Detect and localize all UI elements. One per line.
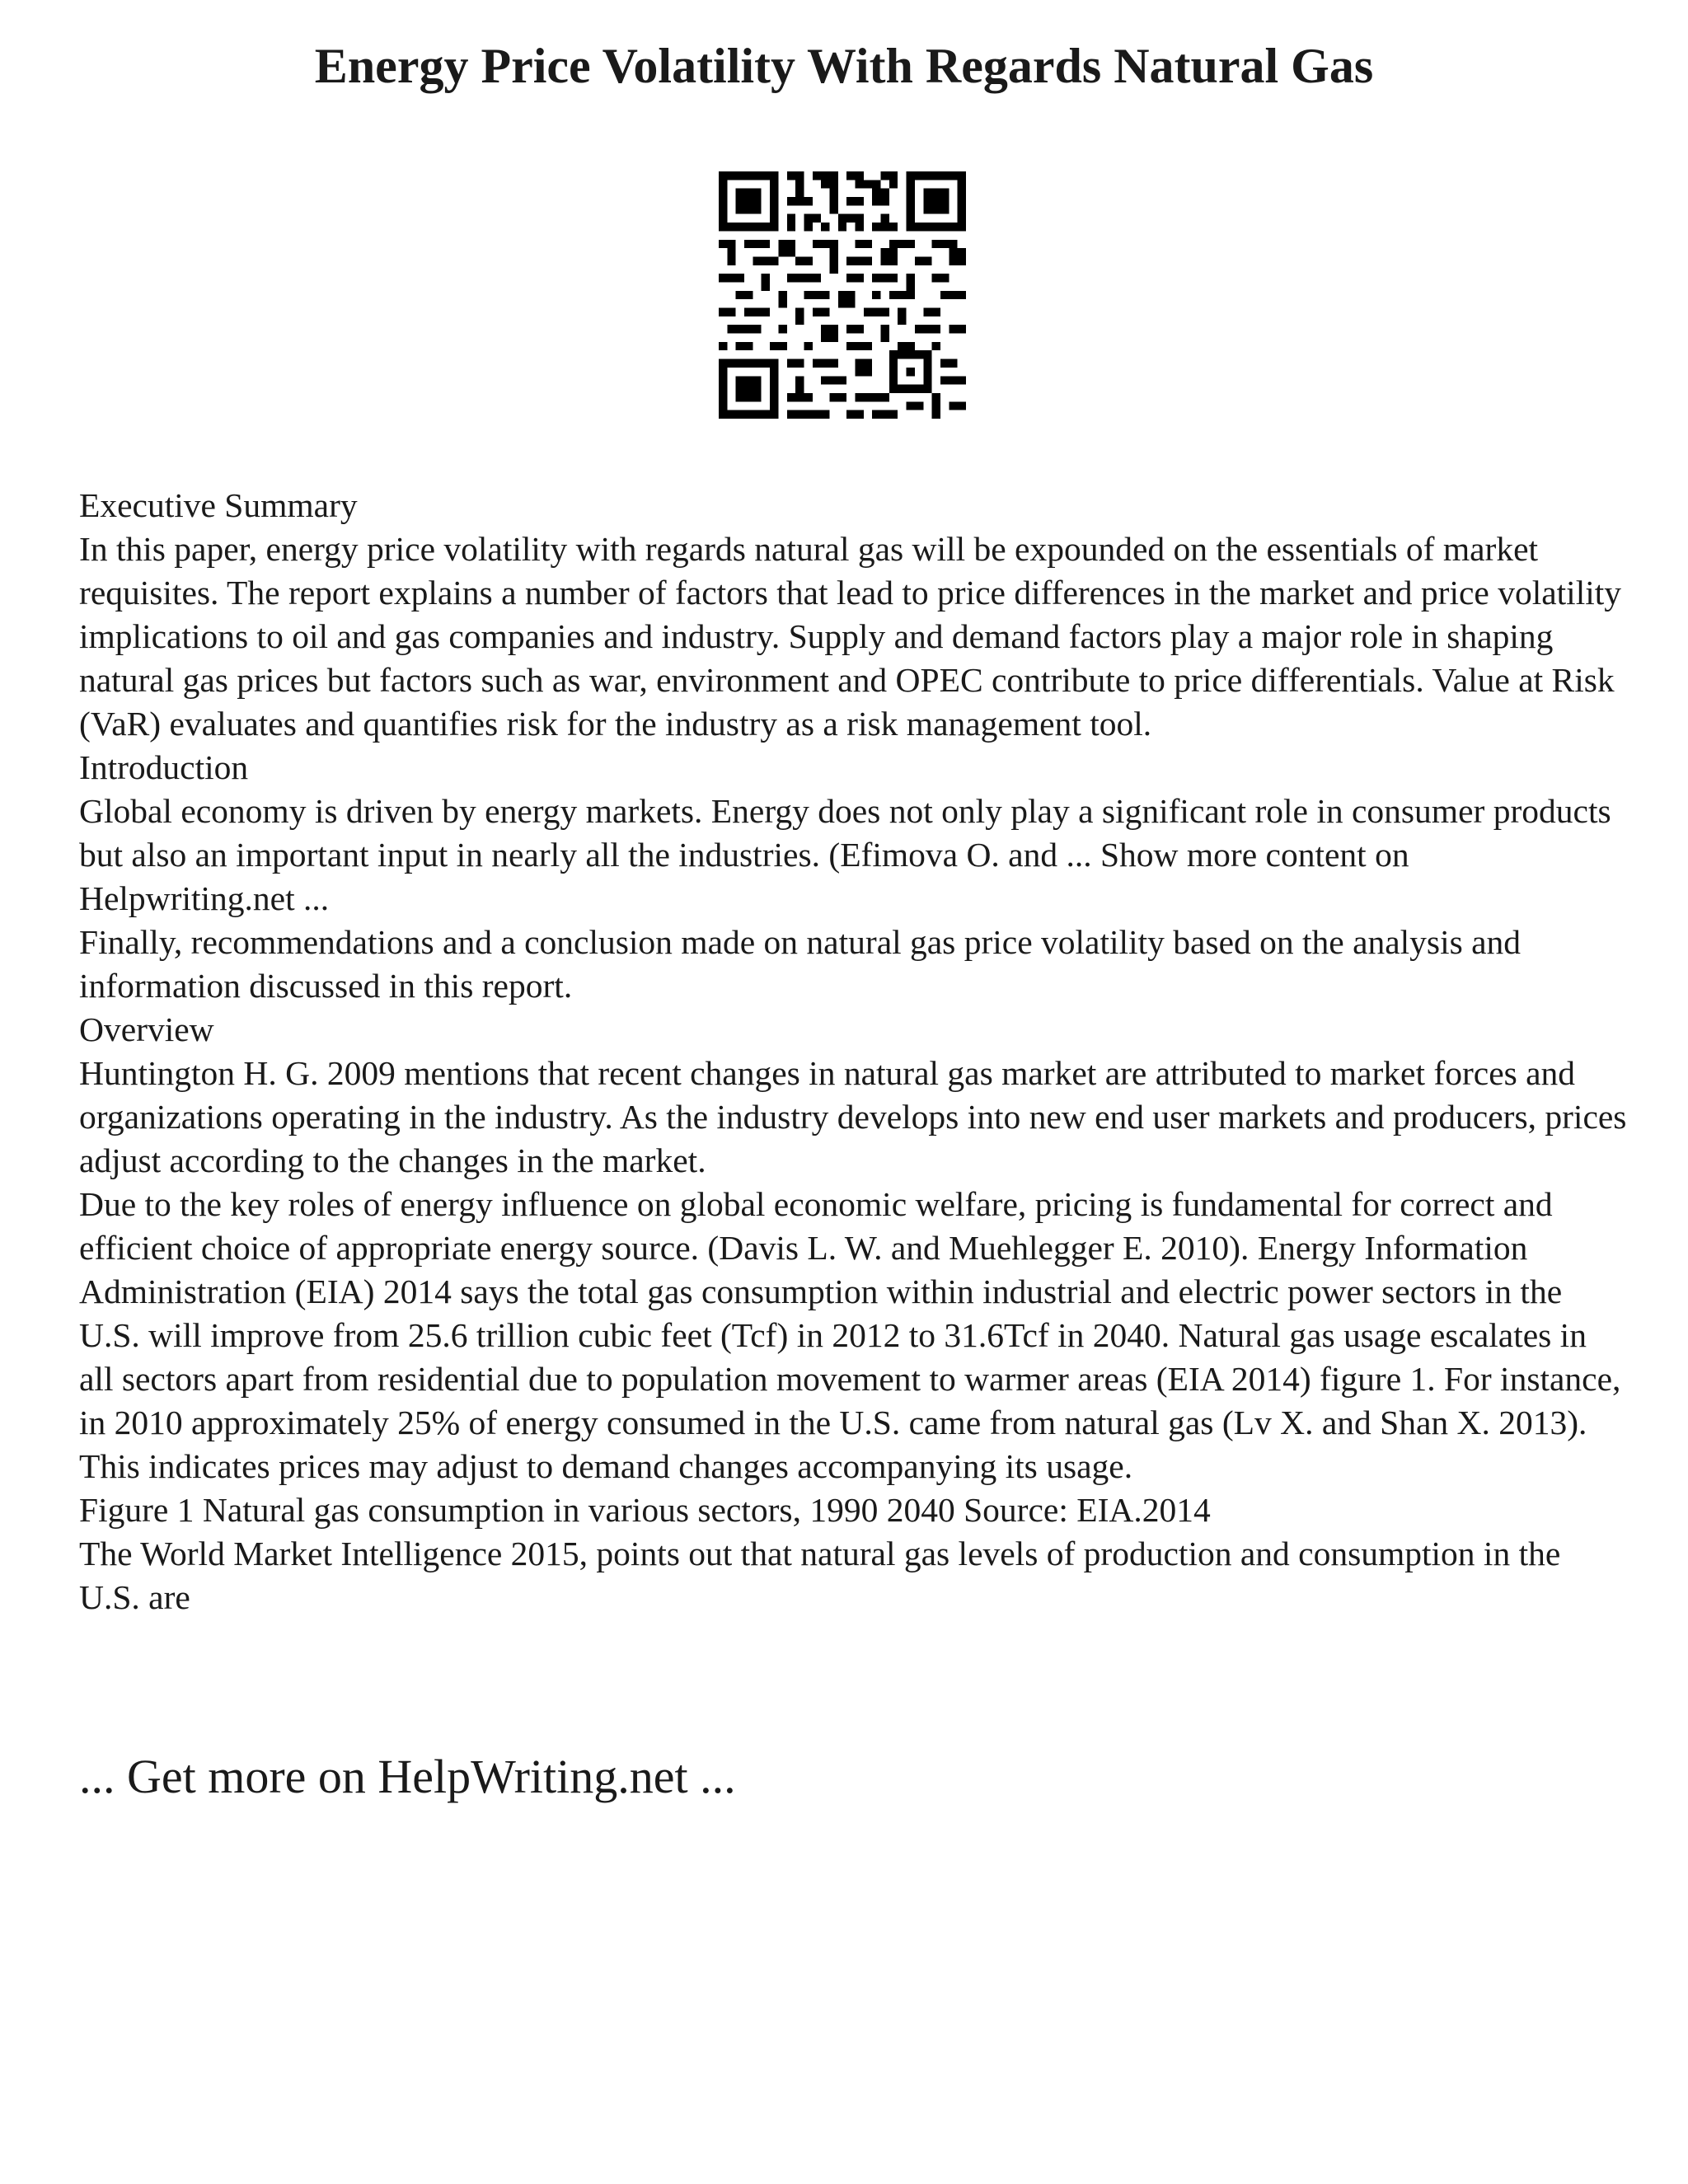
paragraph: The World Market Intelligence 2015, points out that natural gas levels of production and consumption in the U.S. are <box>79 1535 1561 1616</box>
get-more-link[interactable]: ... Get more on HelpWriting.net ... <box>79 1750 736 1803</box>
page-title: Energy Price Volatility With Regards Natural Gas <box>314 39 1374 93</box>
paragraph: Due to the key roles of energy influence on global economic welfare, pricing is fundamental for correct and efficient choice of appropriate energy source. (Davis L. W. and Muehlegger E. 2010). Energy Information Administration (EIA) 2014 says the total gas consumption within industrial and electric power sectors in the U.S. will improve from 25.6 trillion cubic feet (Tcf) in 2012 to 31.6Tcf in 2040. Natural gas usage escalates in all sectors apart from residential due to population movement to warmer areas (EIA 2014) figure 1. For instance, in 2010 approximately 25% of energy consumed in the U.S. came from natural gas (Lv X. and Shan X. 2013). This indicates prices may adjust to demand changes accompanying its usage. <box>79 1185 1621 1485</box>
qr-code-icon <box>719 171 966 419</box>
heading-introduction: Introduction <box>79 748 249 786</box>
figure-caption: Figure 1 Natural gas consumption in various sectors, 1990 2040 Source: EIA.2014 <box>79 1491 1211 1529</box>
heading-executive-summary: Executive Summary <box>79 486 358 524</box>
paragraph: Huntington H. G. 2009 mentions that recent changes in natural gas market are attributed to market forces and organizations operating in the industry. As the industry develops into new end user markets and producers, prices adjust according to the changes in the market. <box>79 1054 1627 1179</box>
paragraph: In this paper, energy price volatility with regards natural gas will be expounded on the essentials of market requisites. The report explains a number of factors that lead to price differences in the market and price volatility implications to oil and gas companies and industry. Supply and demand factors play a major role in shaping natural gas prices but factors such as war, environment and OPEC contribute to price differentials. Value at Risk (VaR) evaluates and quantifies risk for the industry as a risk management tool. <box>79 530 1622 743</box>
document-body <box>79 484 1629 1619</box>
heading-overview: Overview <box>79 1010 214 1048</box>
paragraph: Global economy is driven by energy markets. Energy does not only play a significant role in consumer products but also an important input in nearly all the industries. (Efimova O. and ... Show more content on Helpwriting.net ... <box>79 792 1611 917</box>
paragraph: Finally, recommendations and a conclusion made on natural gas price volatility based on the analysis and information discussed in this report. <box>79 923 1522 1005</box>
